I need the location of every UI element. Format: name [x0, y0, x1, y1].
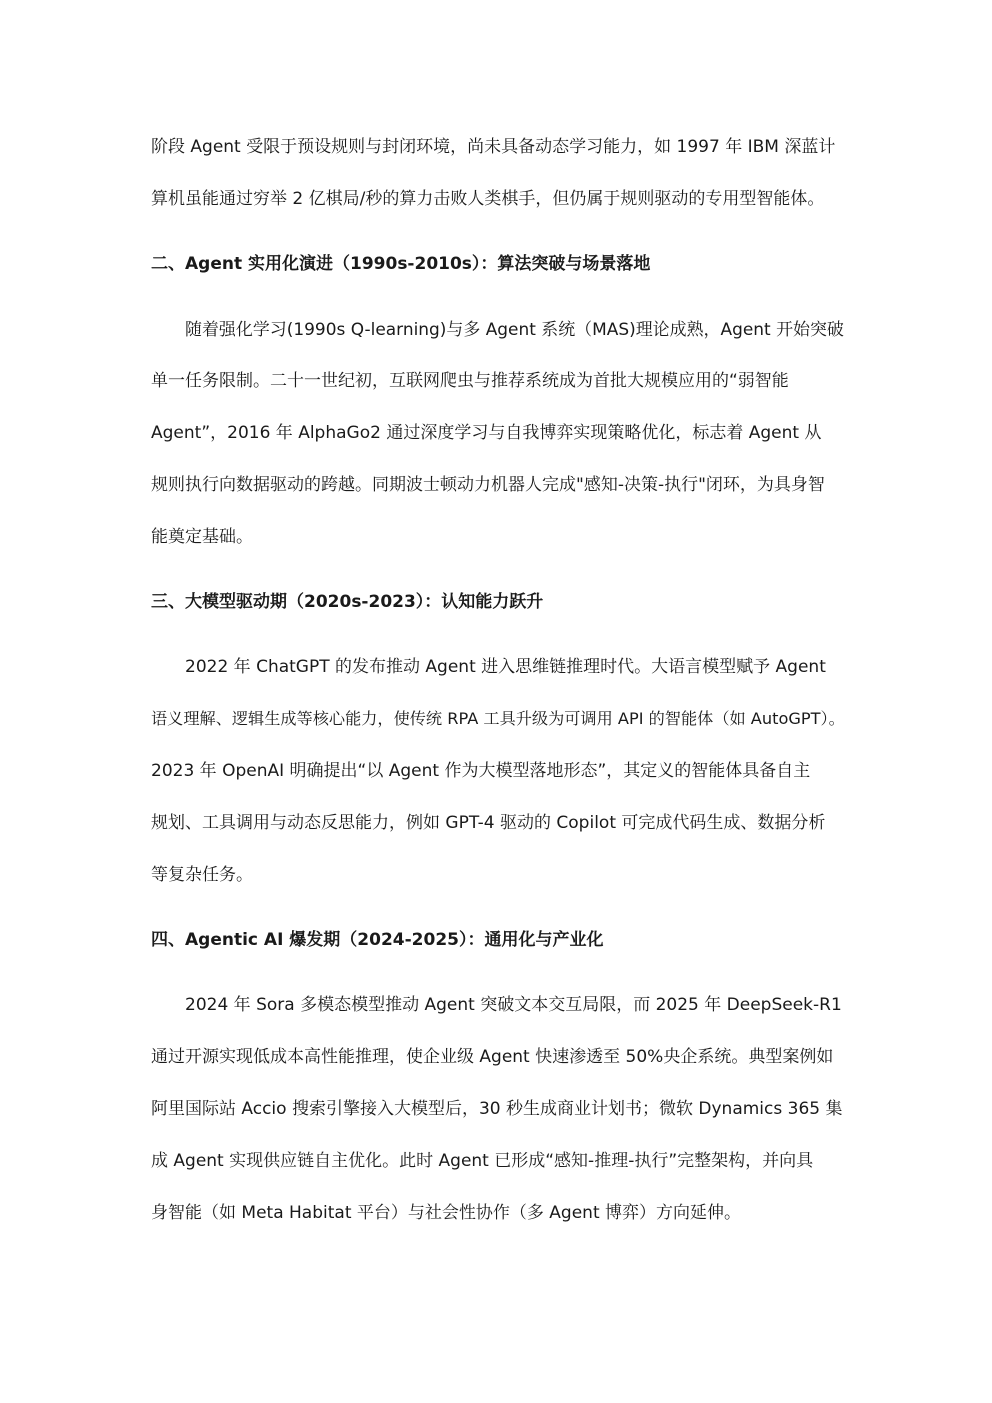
- intro-line-1: 阶段 Agent 受限于预设规则与封闭环境，尚未具备动态学习能力，如 1997 年 IBM 深蓝计: [151, 137, 836, 157]
- section-3-line-3: 2023 年 OpenAI 明确提出“以 Agent 作为大模型落地形态”，其定义的智能体具备自主: [151, 761, 811, 781]
- section-2-line-4: 规则执行向数据驱动的跨越。同期波士顿动力机器人完成"感知-决策-执行"闭环，为具身智: [151, 475, 825, 495]
- section-3-line-5: 等复杂任务。: [151, 865, 253, 885]
- section-3-heading: 三、大模型驱动期（2020s-2023）：认知能力跃升: [151, 592, 544, 612]
- section-3-line-2: 语义理解、逻辑生成等核心能力，使传统 RPA 工具升级为可调用 API 的智能体（如 AutoGPT）。: [151, 709, 845, 728]
- section-2-line-2: 单一任务限制。二十一世纪初，互联网爬虫与推荐系统成为首批大规模应用的“弱智能: [151, 371, 789, 391]
- section-4-line-5: 身智能（如 Meta Habitat 平台）与社会性协作（多 Agent 博弈）方向延伸。: [151, 1203, 742, 1223]
- section-4-line-2: 通过开源实现低成本高性能推理，使企业级 Agent 快速渗透至 50%央企系统。典型案例如: [151, 1047, 834, 1067]
- section-2-line-3: Agent”，2016 年 AlphaGo2 通过深度学习与自我博弈实现策略优化，标志着 Agent 从: [151, 423, 822, 443]
- section-3-line-4: 规划、工具调用与动态反思能力，例如 GPT-4 驱动的 Copilot 可完成代码生成、数据分析: [151, 813, 826, 833]
- section-4-heading: 四、Agentic AI 爆发期（2024-2025）：通用化与产业化: [151, 930, 604, 950]
- section-3-line-1: 2022 年 ChatGPT 的发布推动 Agent 进入思维链推理时代。大语言模型赋予 Agent: [185, 657, 826, 677]
- intro-line-2: 算机虽能通过穷举 2 亿棋局/秒的算力击败人类棋手，但仍属于规则驱动的专用型智能体。: [151, 189, 825, 209]
- section-2-line-1: 随着强化学习(1990s Q-learning)与多 Agent 系统（MAS)理论成熟，Agent 开始突破: [185, 319, 844, 339]
- section-4-line-4: 成 Agent 实现供应链自主优化。此时 Agent 已形成“感知-推理-执行”完整架构，并向具: [151, 1151, 814, 1171]
- section-4-line-1: 2024 年 Sora 多模态模型推动 Agent 突破文本交互局限，而 2025 年 DeepSeek-R1: [185, 995, 842, 1015]
- section-2-heading: 二、Agent 实用化演进（1990s-2010s）：算法突破与场景落地: [151, 254, 651, 274]
- section-4-line-3: 阿里国际站 Accio 搜索引擎接入大模型后，30 秒生成商业计划书；微软 Dynamics 365 集: [151, 1099, 843, 1119]
- section-2-line-5: 能奠定基础。: [151, 527, 253, 547]
